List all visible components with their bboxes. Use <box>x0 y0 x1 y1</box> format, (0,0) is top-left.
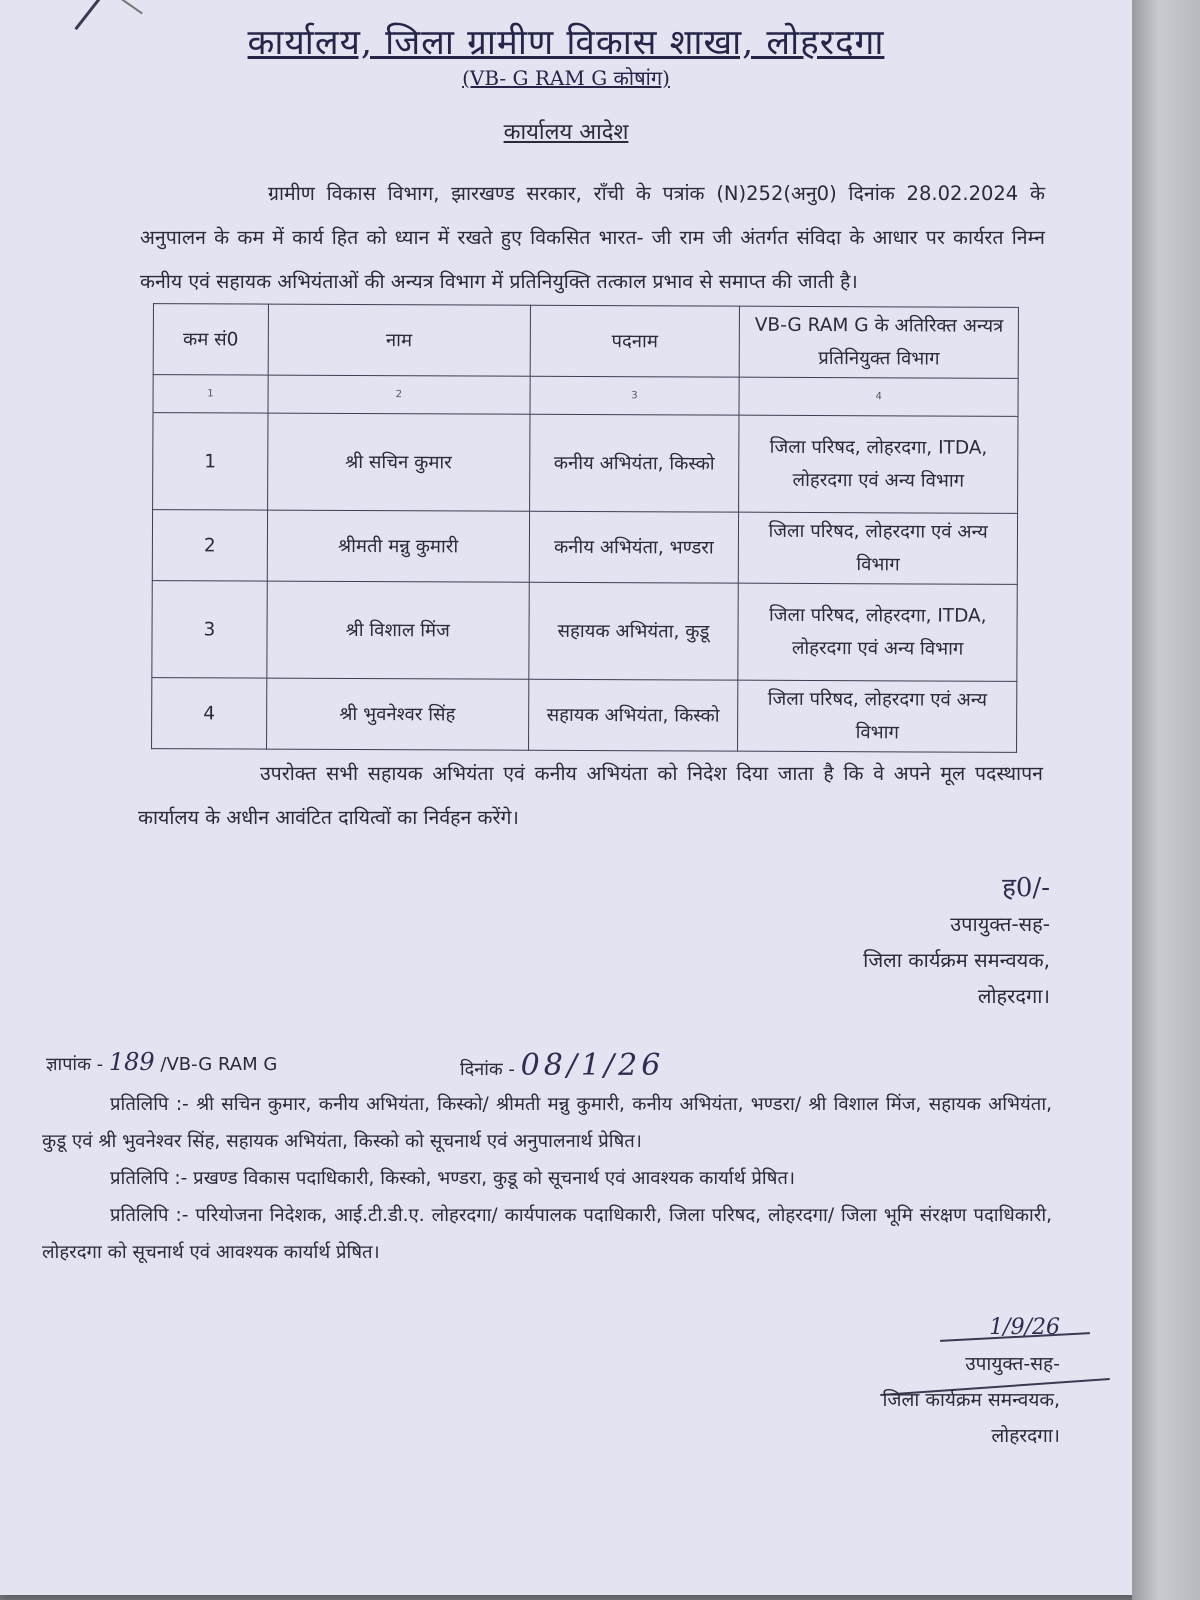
memo-number: 189 <box>108 1048 155 1076</box>
col-number: 3 <box>530 376 740 415</box>
cell-sno: 1 <box>153 413 268 511</box>
date-label: दिनांक - <box>460 1059 515 1080</box>
cell-name: श्री सचिन कुमार <box>267 413 529 511</box>
cell-department: जिला परिषद, लोहरदगा, ITDA, लोहरदगा एवं अन्य विभाग <box>738 583 1017 681</box>
signatory-role: जिला कार्यक्रम समन्वयक, <box>882 1389 1060 1411</box>
background-surface <box>1132 0 1200 1600</box>
cell-designation: कनीय अभियंता, किस्को <box>529 414 739 512</box>
header-designation: पदनाम <box>530 305 740 377</box>
date-value: 08/1/26 <box>520 1048 665 1083</box>
cell-name: श्रीमती मन्नु कुमारी <box>267 510 529 582</box>
cell-sno: 2 <box>152 510 267 582</box>
cell-name: श्री भुवनेश्वर सिंह <box>266 678 528 750</box>
copy-paragraph: प्रतिलिपि :- परियोजना निदेशक, आई.टी.डी.ए. लोहरदगा/ कार्यपालक पदाधिकारी, जिला परिषद, लोहरदगा/ जिला भूमि संरक्षण पदाधिकारी, लोहरदगा को सूचनार्थ एवं आवश्यक कार्यार्थ प्रेषित। <box>42 1205 1052 1263</box>
directive-paragraph: उपरोक्त सभी सहायक अभियंता एवं कनीय अभियंता को निदेश दिया जाता है कि वे अपने मूल पदस्थापन कार्यालय के अधीन आवंटित दायित्वों का निर्वहन करेंगे। <box>138 762 1043 829</box>
signatory-title: उपायुक्त-सह- <box>950 912 1050 936</box>
signatory-place: लोहरदगा। <box>991 1425 1060 1447</box>
copy-paragraph: प्रतिलिपि :- श्री सचिन कुमार, कनीय अभियंता, किस्को/ श्रीमती मन्नु कुमारी, कनीय अभियंता, भण्डरा/ श्री विशाल मिंज, सहायक अभियंता, कुडू एवं श्री भुवनेश्वर सिंह, सहायक अभियंता, किस्को को सूचनार्थ एवं अनुपालनार्थ प्रेषित। <box>42 1094 1052 1152</box>
cell-designation: सहायक अभियंता, कुडू <box>528 582 738 680</box>
intro-paragraph: ग्रामीण विकास विभाग, झारखण्ड सरकार, राँची के पत्रांक (N)252(अनु0) दिनांक 28.02.2024 के अनुपालन के कम में कार्य हित को ध्यान में रखते हुए विकसित भारत- जी राम जी अंतर्गत संविदा के आधार पर कार्यरत निम्न कनीय एवं सहायक अभियंताओं की अन्यत्र विभाग में प्रतिनियुक्ति तत्काल प्रभाव से समाप्त की जाती है। <box>140 182 1045 293</box>
signature-block-2 <box>830 1310 1060 1454</box>
table-row <box>153 413 1018 514</box>
header-name: नाम <box>268 304 530 376</box>
copy-paragraph: प्रतिलिपि :- प्रखण्ड विकास पदाधिकारी, किस्को, भण्डरा, कुडू को सूचनार्थ एवं आवश्यक कार्यार्थ प्रेषित। <box>110 1168 795 1189</box>
copy-distribution <box>42 1086 1052 1271</box>
column-number-row <box>153 375 1018 417</box>
memo-reference <box>46 1048 277 1076</box>
signatory-title: उपायुक्त-सह- <box>965 1353 1060 1375</box>
deputation-table <box>151 303 1019 753</box>
cell-sno: 4 <box>152 678 267 750</box>
cell-designation: कनीय अभियंता, भण्डरा <box>529 511 739 583</box>
signed-date: 1/9/26 <box>989 1315 1060 1340</box>
col-number: 4 <box>739 377 1018 416</box>
memo-suffix: /VB-G RAM G <box>160 1054 278 1075</box>
header-department: VB-G RAM G के अतिरिक्त अन्यत्र प्रतिनियुक्त विभाग <box>739 306 1018 378</box>
order-title: कार्यालय आदेश <box>503 120 629 145</box>
table-row <box>152 510 1017 585</box>
memo-label: ज्ञापांक - <box>46 1054 104 1075</box>
signatory-role: जिला कार्यक्रम समन्वयक, <box>863 948 1050 972</box>
office-heading: कार्यालय, जिला ग्रामीण विकास शाखा, लोहरदगा <box>247 23 885 63</box>
memo-date <box>460 1048 664 1083</box>
cell-designation: सहायक अभियंता, किस्को <box>528 679 738 751</box>
cell-department: जिला परिषद, लोहरदगा, ITDA, लोहरदगा एवं अन्य विभाग <box>739 415 1018 513</box>
header-sno: कम सं0 <box>153 304 268 376</box>
signature-block-1 <box>850 870 1050 1014</box>
cell-subheading: (VB- G RAM G कोषांग) <box>462 66 670 90</box>
table-header-row <box>153 304 1018 379</box>
col-number: 2 <box>268 375 530 414</box>
table-row <box>152 678 1017 753</box>
cell-sno: 3 <box>152 581 267 679</box>
cell-department: जिला परिषद, लोहरदगा एवं अन्य विभाग <box>738 680 1017 752</box>
col-number: 1 <box>153 375 268 414</box>
cell-department: जिला परिषद, लोहरदगा एवं अन्य विभाग <box>739 512 1018 584</box>
table-row <box>152 581 1017 682</box>
signature-mark: ह0/- <box>1002 873 1050 903</box>
signatory-place: लोहरदगा। <box>977 984 1050 1008</box>
cell-name: श्री विशाल मिंज <box>267 581 529 679</box>
